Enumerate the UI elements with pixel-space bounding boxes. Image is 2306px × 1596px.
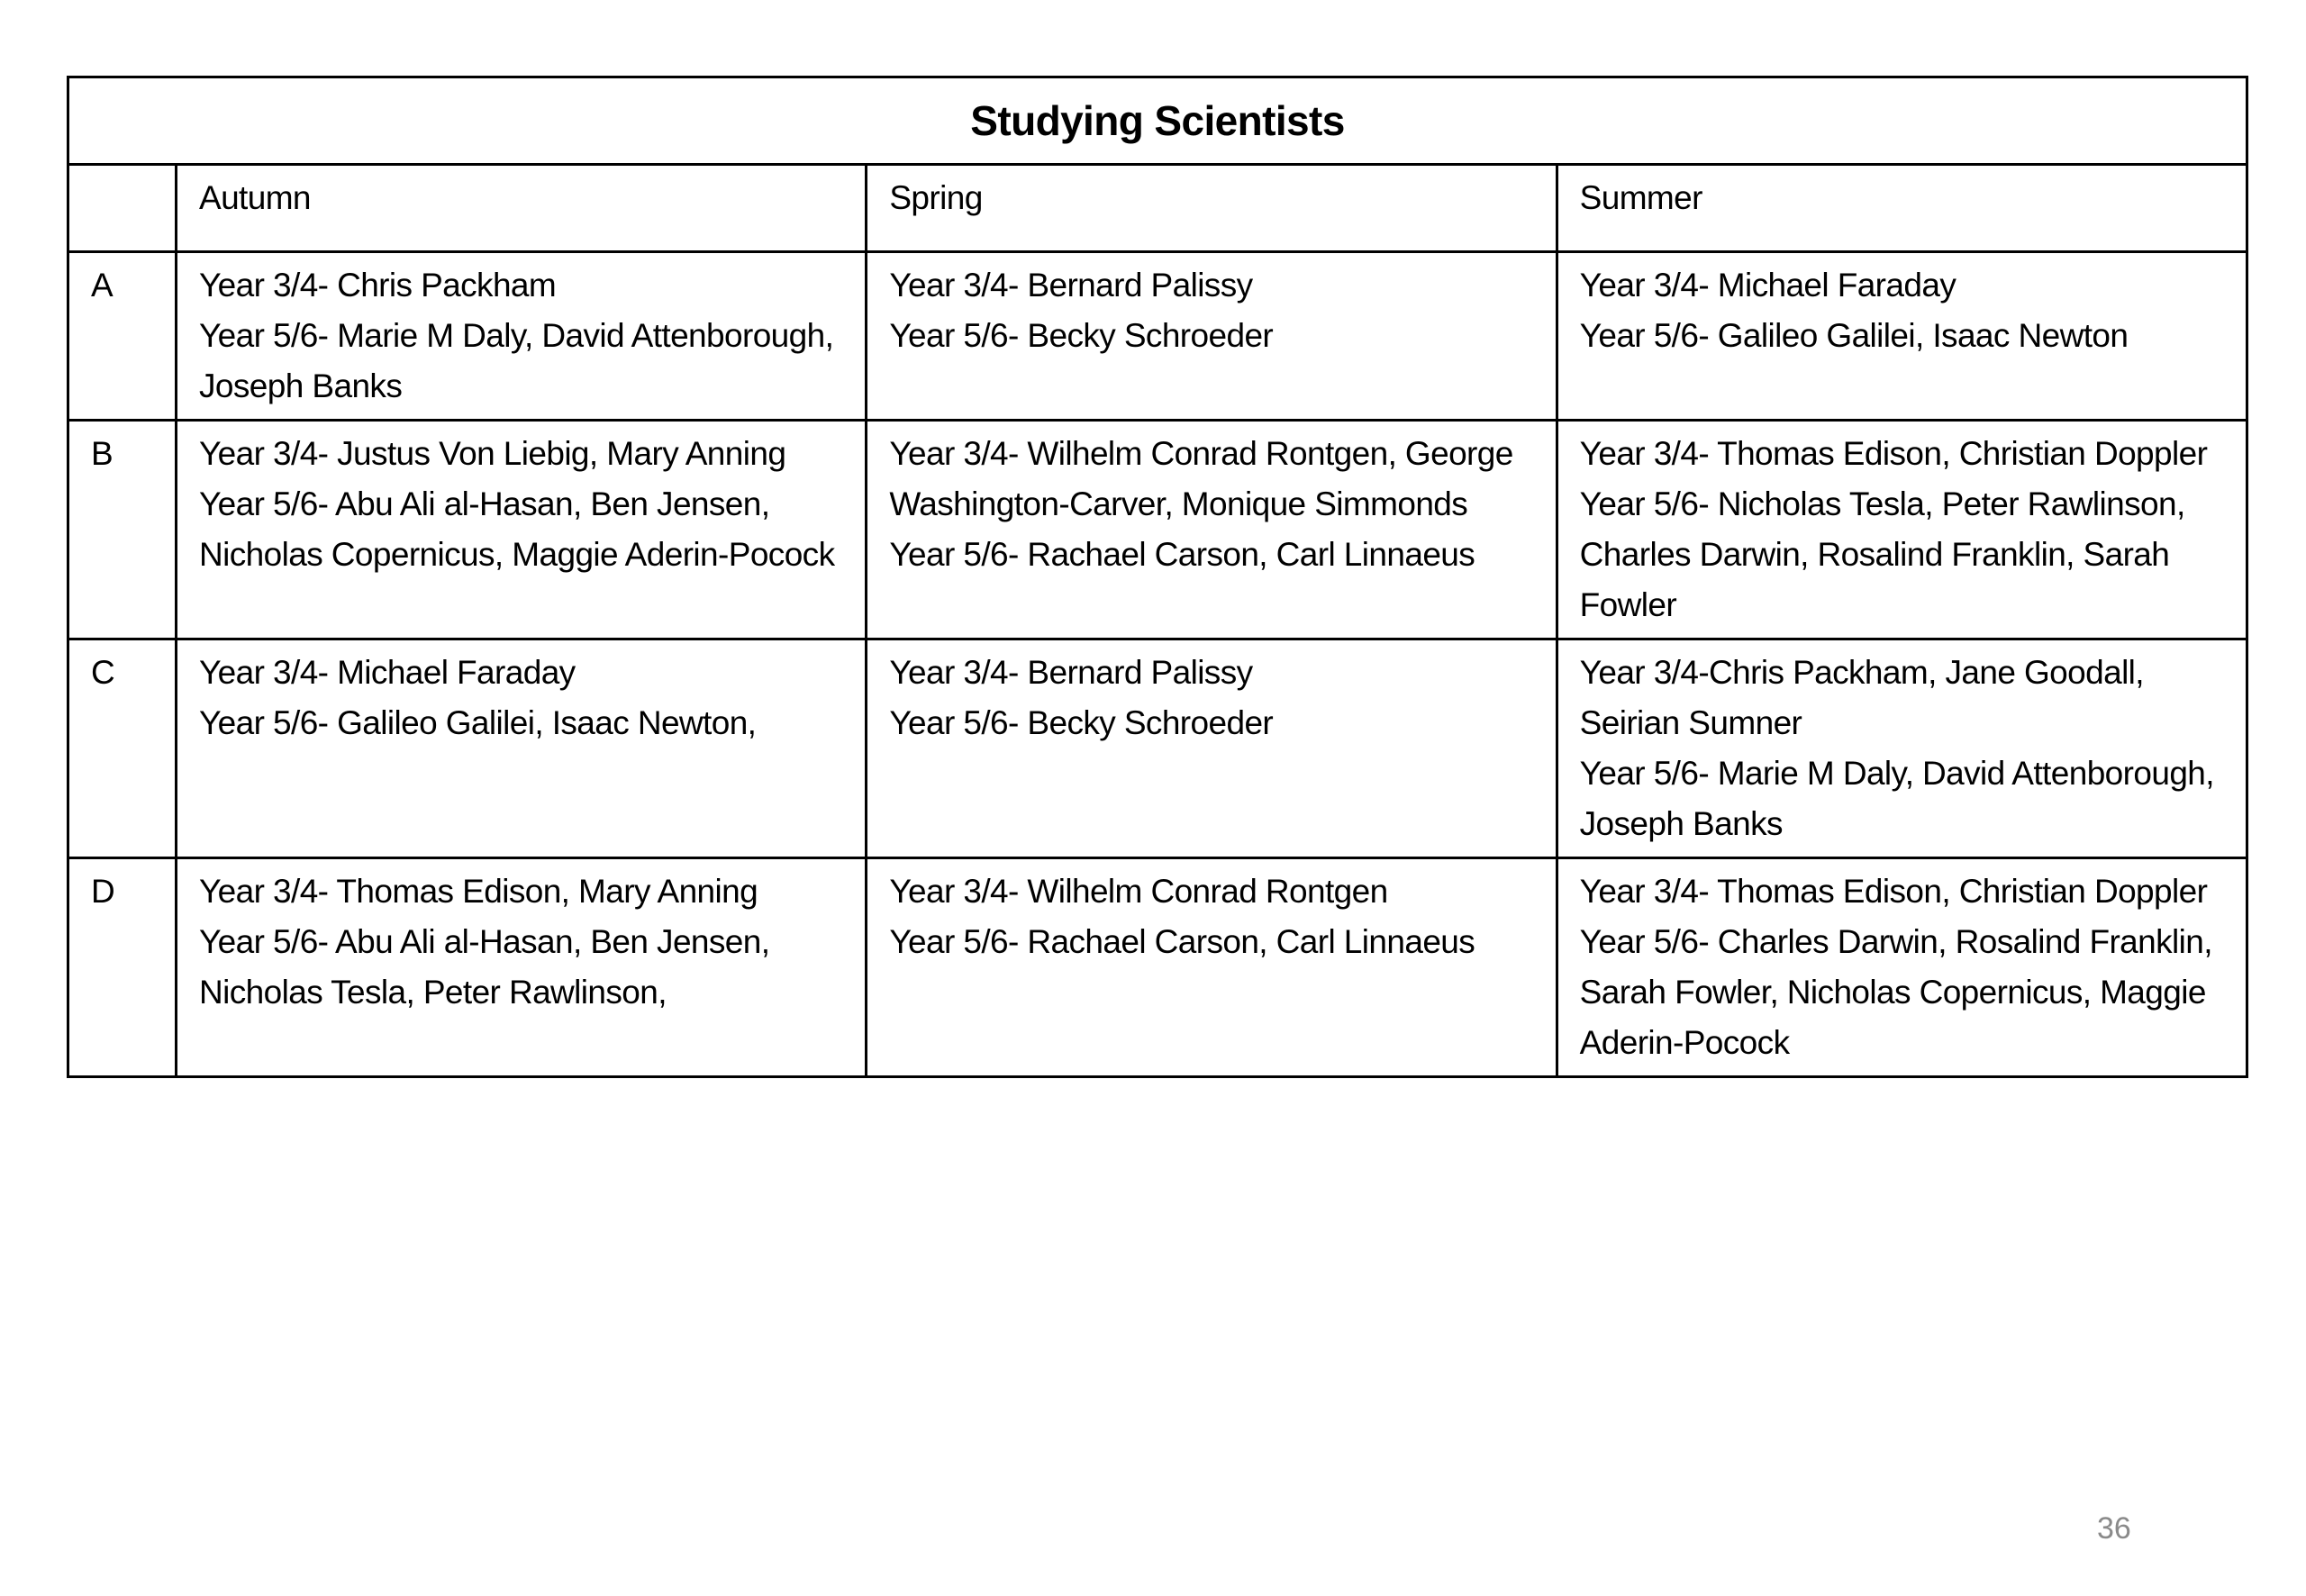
scientist-entry: Year 3/4- Michael Faraday bbox=[199, 654, 576, 691]
cell-summer bbox=[1557, 252, 2247, 421]
table-row bbox=[68, 252, 2247, 421]
title-row bbox=[68, 77, 2247, 165]
table-row bbox=[68, 421, 2247, 639]
header-cell-summer: Summer bbox=[1557, 165, 2247, 252]
cell-autumn bbox=[177, 252, 867, 421]
cell-spring bbox=[867, 252, 1557, 421]
scientist-entry: Year 5/6- Marie M Daly, David Attenborough, Joseph Banks bbox=[1579, 755, 2214, 842]
scientist-entry: Year 3/4- Wilhelm Conrad Rontgen, George Washington-Carver, Monique Simmonds bbox=[889, 435, 1513, 522]
scientist-entry: Year 5/6- Galileo Galilei, Isaac Newton, bbox=[199, 704, 757, 741]
row-label: A bbox=[68, 252, 177, 421]
scientist-entry: Year 3/4- Thomas Edison, Christian Doppler bbox=[1579, 873, 2208, 910]
cell-autumn bbox=[177, 639, 867, 858]
header-cell-autumn: Autumn bbox=[177, 165, 867, 252]
row-label: B bbox=[68, 421, 177, 639]
scientist-entry: Year 3/4- Wilhelm Conrad Rontgen bbox=[889, 873, 1388, 910]
header-cell-blank bbox=[68, 165, 177, 252]
table-row bbox=[68, 639, 2247, 858]
scientist-entry: Year 3/4- Bernard Palissy bbox=[889, 654, 1253, 691]
cell-summer bbox=[1557, 421, 2247, 639]
scientist-entry: Year 3/4- Thomas Edison, Christian Doppler bbox=[1579, 435, 2208, 472]
scientist-entry: Year 5/6- Charles Darwin, Rosalind Franklin, Sarah Fowler, Nicholas Copernicus, Maggie Aderin-Pocock bbox=[1579, 923, 2212, 1061]
scientist-entry: Year 5/6- Becky Schroeder bbox=[889, 317, 1274, 354]
page-number: 36 bbox=[2097, 1511, 2131, 1546]
cell-autumn bbox=[177, 421, 867, 639]
scientist-entry: Year 3/4-Chris Packham, Jane Goodall, Seirian Sumner bbox=[1579, 654, 2144, 741]
cell-spring bbox=[867, 639, 1557, 858]
scientist-entry: Year 5/6- Abu Ali al-Hasan, Ben Jensen, Nicholas Copernicus, Maggie Aderin-Pocock bbox=[199, 485, 835, 573]
scientist-entry: Year 3/4- Justus Von Liebig, Mary Anning bbox=[199, 435, 786, 472]
cell-summer bbox=[1557, 639, 2247, 858]
row-label: C bbox=[68, 639, 177, 858]
table-title: Studying Scientists bbox=[68, 77, 2247, 165]
cell-autumn bbox=[177, 858, 867, 1077]
scientist-entry: Year 5/6- Becky Schroeder bbox=[889, 704, 1274, 741]
scientist-entry: Year 5/6- Galileo Galilei, Isaac Newton bbox=[1579, 317, 2129, 354]
scientist-entry: Year 5/6- Abu Ali al-Hasan, Ben Jensen, Nicholas Tesla, Peter Rawlinson, bbox=[199, 923, 770, 1011]
scientist-entry: Year 3/4- Chris Packham bbox=[199, 267, 557, 304]
scientist-entry: Year 5/6- Rachael Carson, Carl Linnaeus bbox=[889, 923, 1475, 960]
table-row bbox=[68, 858, 2247, 1077]
scientist-entry: Year 3/4- Thomas Edison, Mary Anning bbox=[199, 873, 758, 910]
scientist-entry: Year 5/6- Nicholas Tesla, Peter Rawlinson, Charles Darwin, Rosalind Franklin, Sarah Fowler bbox=[1579, 485, 2185, 623]
scientist-entry: Year 5/6- Rachael Carson, Carl Linnaeus bbox=[889, 536, 1475, 573]
cell-summer bbox=[1557, 858, 2247, 1077]
cell-spring bbox=[867, 858, 1557, 1077]
scientist-entry: Year 5/6- Marie M Daly, David Attenborough, Joseph Banks bbox=[199, 317, 834, 404]
header-row bbox=[68, 165, 2247, 252]
row-label: D bbox=[68, 858, 177, 1077]
scientist-entry: Year 3/4- Michael Faraday bbox=[1579, 267, 1956, 304]
cell-spring bbox=[867, 421, 1557, 639]
scientist-entry: Year 3/4- Bernard Palissy bbox=[889, 267, 1253, 304]
header-cell-spring: Spring bbox=[867, 165, 1557, 252]
scientists-table bbox=[67, 76, 2248, 1078]
